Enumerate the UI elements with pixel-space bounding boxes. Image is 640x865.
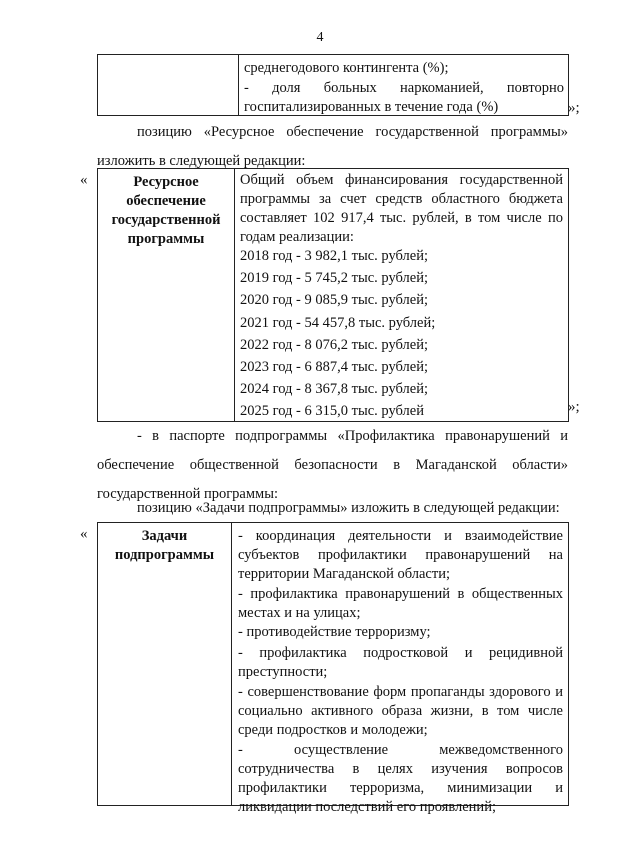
page-number: 4 [316, 30, 324, 45]
task-item: - профилактика правонарушений в общественных местах и на улицах; [238, 586, 563, 621]
row-label: Задачи подпрограммы [114, 528, 215, 563]
year-item: 2022 год - 8 076,2 тыс. рублей; [240, 337, 428, 353]
opening-quote: « [80, 526, 88, 542]
funding-intro: Общий объем финансирования государственной программы за счет средств областного бюджета составляет 102 917,4 тыс. рублей, в том числе по годам реализации: [240, 172, 563, 245]
paragraph: позицию «Ресурсное обеспечение государственной программы» изложить в следующей редакции: [97, 124, 568, 169]
year-item: 2020 год - 9 085,9 тыс. рублей; [240, 292, 428, 308]
table-row: - доля больных наркоманией, повторно госпитализированных в течение года (%) [244, 80, 564, 115]
table-left-column [98, 169, 235, 421]
table-row: среднегодового контингента (%); [244, 60, 449, 76]
task-item: - противодействие терроризму; [238, 624, 431, 640]
task-item: - профилактика подростковой и рецидивной преступности; [238, 645, 563, 680]
table-continuation [97, 54, 569, 116]
task-item: - осуществление межведомственного сотрудничества в целях изучения вопросов профилактики терроризма, минимизации и ликвидации последствий его проявлений; [238, 742, 563, 815]
closing-quote: »; [568, 100, 580, 116]
year-item: 2021 год - 54 457,8 тыс. рублей; [240, 315, 436, 331]
year-item: 2019 год - 5 745,2 тыс. рублей; [240, 270, 428, 286]
row-label: Ресурсное обеспечение государственной программы [111, 174, 221, 247]
paragraph: позицию «Задачи подпрограммы» изложить в следующей редакции: [137, 500, 560, 516]
paragraph: - в паспорте подпрограммы «Профилактика правонарушений и обеспечение общественной безопасности в Магаданской области» государственной программы: [97, 428, 568, 502]
year-item: 2023 год - 6 887,4 тыс. рублей; [240, 359, 428, 375]
table-left-column [98, 55, 239, 115]
closing-quote: »; [568, 399, 580, 415]
opening-quote: « [80, 172, 88, 188]
year-item: 2018 год - 3 982,1 тыс. рублей; [240, 248, 428, 264]
table-left-column [98, 523, 232, 805]
year-item: 2024 год - 8 367,8 тыс. рублей; [240, 381, 428, 397]
tasks-table [97, 522, 569, 815]
year-item: 2025 год - 6 315,0 тыс. рублей [240, 403, 424, 419]
resource-table [97, 168, 569, 422]
task-item: - совершенствование форм пропаганды здорового и социально активного образа жизни, в том числе среди подростков и молодежи; [238, 684, 563, 738]
task-item: - координация деятельности и взаимодействие субъектов профилактики правонарушений на территории Магаданской области; [238, 528, 563, 582]
